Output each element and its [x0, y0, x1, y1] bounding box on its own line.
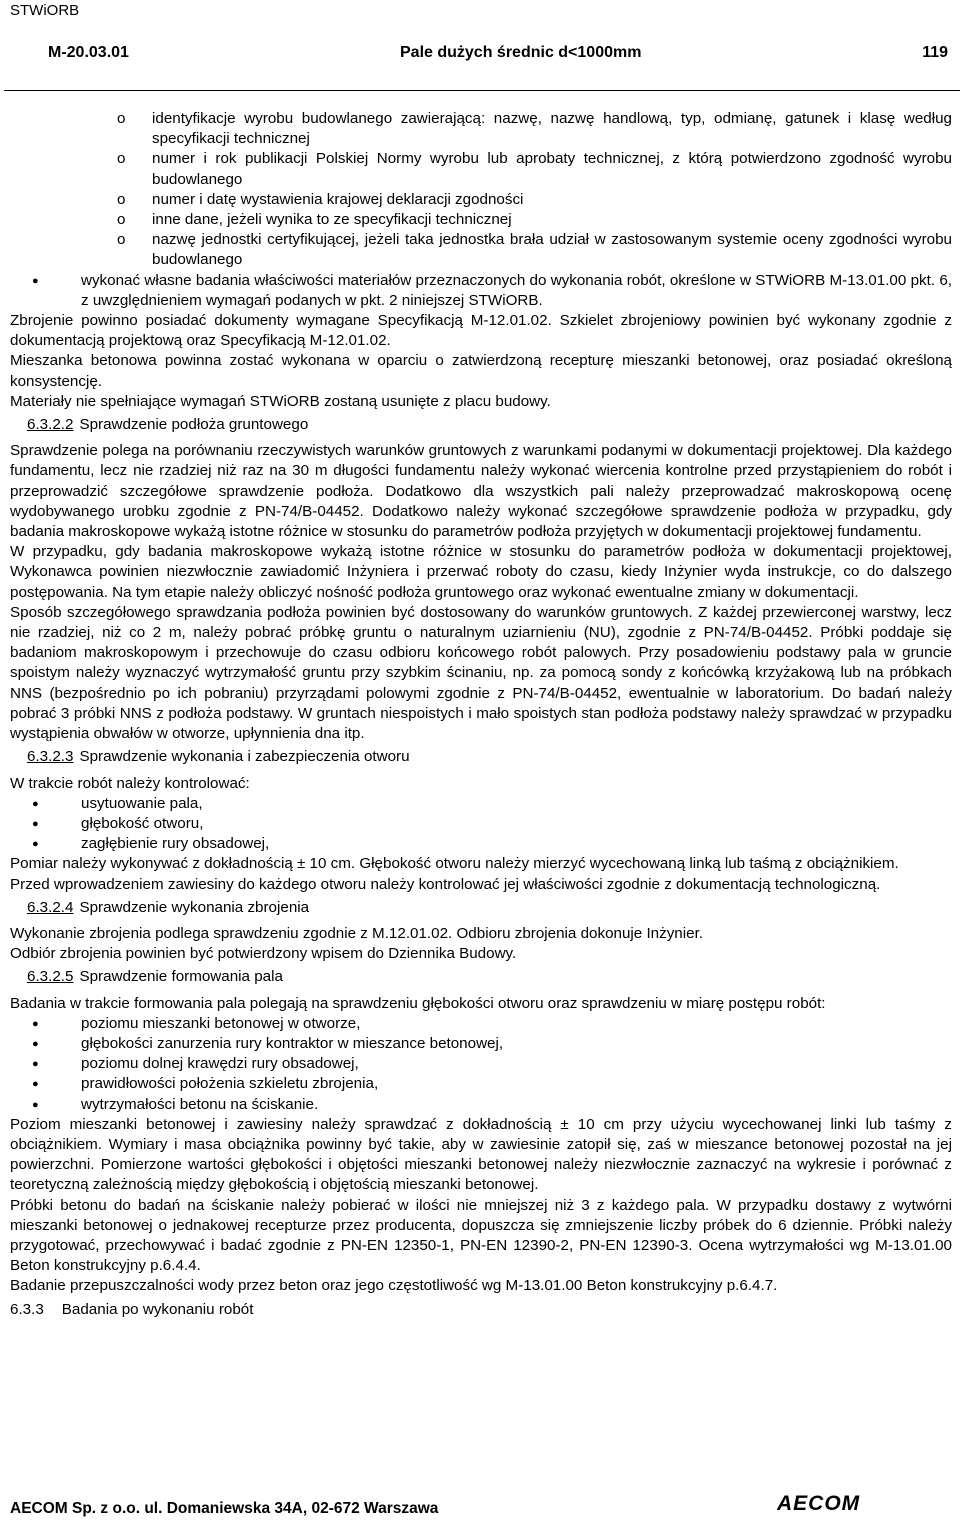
paragraph: Mieszanka betonowa powinna zostać wykonana w oparciu o zatwierdzoną recepturę mieszanki betonowej, oraz posiadać określoną konsystencję. — [10, 352, 952, 390]
bullet-item: ● wytrzymałości betonu na ściskanie. — [32, 1095, 319, 1113]
paragraph: Poziom mieszanki betonowej i zawiesiny należy sprawdzać z dokładnością ± 10 cm przy użyciu wycechowanej linki lub taśmy z obciążnikiem. Wymiary i masa obciążnika powinny być takie, aby w zawiesinie zatopił się, zaś w mieszance betonowej pozostał na jej powierzchni. Pomierzone wartości głębokości i objętości mieszanki betonowej należy niezwłocznie zaznaczyć na wykresie i porównać z teoretyczną zależnością między głębokością i objętością mieszanki betonowej. — [10, 1115, 952, 1194]
sub-list-item: o numer i datę wystawienia krajowej deklaracji zgodności — [117, 190, 524, 208]
bullet-item: ● prawidłowości położenia szkieletu zbrojenia, — [32, 1075, 379, 1093]
paragraph: Badanie przepuszczalności wody przez beton oraz jego częstotliwość wg M-13.01.00 Beton konstrukcyjny p.6.4.7. — [10, 1277, 778, 1295]
bullet-item: ● głębokość otworu, — [32, 814, 204, 832]
spec-code: M-20.03.01 — [48, 44, 129, 61]
paragraph: Wykonanie zbrojenia podlega sprawdzeniu zgodnie z M.12.01.02. Odbioru zbrojenia dokonuje Inżynier. — [10, 924, 704, 942]
section-heading: 6.3.3 Badania po wykonaniu robót — [10, 1300, 254, 1318]
bullet-item: ● zagłębienie rury obsadowej, — [32, 835, 270, 853]
bullet-item: ● głębokości zanurzenia rury kontraktor w mieszance betonowej, — [32, 1034, 504, 1052]
paragraph: Pomiar należy wykonywać z dokładnością ± 10 cm. Głębokość otworu należy mierzyć wycechowaną linką lub taśmą z obciążnikiem. — [10, 855, 899, 873]
section-heading: 6.3.2.5 Sprawdzenie formowania pala — [27, 968, 283, 986]
spec-title: Pale dużych średnic d<1000mm — [400, 44, 642, 61]
paragraph: Badania w trakcie formowania pala polegają na sprawdzeniu głębokości otworu oraz sprawdzeniu w miarę postępu robót: — [10, 994, 826, 1012]
sub-list-item: o nazwę jednostki certyfikującej, jeżeli taka jednostka brała udział w zastosowanym systemie oceny zgodności wyrobu budowlanego — [117, 231, 952, 269]
bullet-item: ● poziomu mieszanki betonowej w otworze, — [32, 1014, 361, 1032]
bullet-item: ● usytuowanie pala, — [32, 794, 203, 812]
section-heading: 6.3.2.2 Sprawdzenie podłoża gruntowego — [27, 416, 309, 434]
sub-list-item: o inne dane, jeżeli wynika to ze specyfikacji technicznej — [117, 211, 512, 229]
paragraph: Przed wprowadzeniem zawiesiny do każdego otworu należy kontrolować jej właściwości zgodnie z dokumentacją technologiczną. — [10, 875, 881, 893]
paragraph: Materiały nie spełniające wymagań STWiORB zostaną usunięte z placu budowy. — [10, 392, 551, 410]
header-rule — [4, 90, 960, 91]
section-heading: 6.3.2.3 Sprawdzenie wykonania i zabezpieczenia otworu — [27, 748, 410, 766]
svg-text:AECOM: AECOM — [777, 1492, 861, 1514]
paragraph: Zbrojenie powinno posiadać dokumenty wymagane Specyfikacją M-12.01.02. Szkielet zbrojeniowy powinien być wykonany zgodnie z dokumentacją projektową oraz Specyfikacją M-12.01.02. — [10, 312, 952, 350]
aecom-logo — [777, 1490, 887, 1514]
paragraph: Próbki betonu do badań na ściskanie należy pobierać w ilości nie mniejszej niż 3 z każdego pala. W przypadku dostawy z wytwórni mieszanki betonowej o jednakowej recepturze przez producenta, dopuszcza się zmniejszenie liczby próbek do 6 dziennie. Próbki należy przygotować, przechowywać i badać zgodnie z PN-EN 12350-1, PN-EN 12390-2, PN-EN 12390-3. Ocena wytrzymałości wg M-13.01.00 Beton konstrukcyjny p.6.4.4. — [10, 1196, 952, 1275]
bullet-item: ● wykonać własne badania właściwości materiałów przeznaczonych do wykonania robót, określone w STWiORB M-13.01.00 pkt. 6, z uwzględnieniem wymagań podanych w pkt. 2 niniejszej STWiORB. — [32, 271, 952, 309]
bullet-item: ● poziomu dolnej krawędzi rury obsadowej, — [32, 1055, 359, 1073]
page-number: 119 — [922, 44, 948, 61]
document-label: STWiORB — [10, 2, 80, 19]
section-heading: 6.3.2.4 Sprawdzenie wykonania zbrojenia — [27, 898, 310, 916]
paragraph: Sprawdzenie polega na porównaniu rzeczywistych warunków gruntowych z warunkami podanymi w dokumentacji projektowej. Dla każdego fundamentu, lecz nie rzadziej niż raz na 30 m długości fundamentu należy wykonać wiercenia kontrolne przed przystąpieniem do robót i przeprowadzić szczegółowe sprawdzenie podłoża. Dodatkowo dla wszystkich pali należy przeprowadzać makroskopową ocenę wydobywanego urobku zgodnie z PN-74/B-04452. Dodatkowo należy wykonać szczegółowe sprawdzenie podłoża w przypadku, gdy badania makroskopowe wykażą istotne różnice w stosunku do parametrów podłoża przyjętych w dokumentacji projektowej fundamentu. — [10, 442, 952, 541]
paragraph: W przypadku, gdy badania makroskopowe wykażą istotne różnice w stosunku do parametrów podłoża w dokumentacji projektowej, Wykonawca powinien niezwłocznie zawiadomić Inżyniera i przerwać roboty do czasu, kiedy Inżynier wyda instrukcje, co do dalszego postępowania. Na tym etapie należy obliczyć nośność podłoża gruntowego oraz wykonać ewentualne zmiany w dokumentacji. — [10, 543, 952, 601]
document-body — [10, 109, 952, 1326]
footer-company-address: AECOM Sp. z o.o. ul. Domaniewska 34A, 02-672 Warszawa — [10, 1500, 439, 1517]
sub-list-item: o numer i rok publikacji Polskiej Normy wyrobu lub aprobaty technicznej, z którą potwierdzono zgodność wyrobu budowlanego — [117, 150, 952, 188]
paragraph: W trakcie robót należy kontrolować: — [10, 774, 250, 792]
paragraph: Sposób szczegółowego sprawdzania podłoża powinien być dostosowany do warunków gruntowych. Z każdej przewierconej warstwy, lecz nie rzadziej, niż co 2 m, należy pobrać próbkę gruntu o naturalnym uziarnieniu (NU), zgodnie z PN-74/B-04452. Próbki poddaje się badaniom makroskopowym i przechowuje do czasu odbioru końcowego robót palowych. Przy posadowieniu podstawy pala w gruncie spoistym należy wyznaczyć wytrzymałość gruntu przy szybkim ścinaniu, np. za pomocą sondy z końcówką krzyżakową lub na próbkach NNS (bezpośrednio po ich pobraniu) przyrządami polowymi zgodnie z PN-74/B-04452, ewentualnie w laboratorium. Do badań należy pobrać 3 próbki NNS z podłoża podstawy. W gruntach niespoistych i mało spoistych stan podłoża podstawy należy sprawdzać w przypadku wystąpienia obwałów w otworze, upłynnienia dna itp. — [10, 603, 952, 743]
paragraph: Odbiór zbrojenia powinien być potwierdzony wpisem do Dziennika Budowy. — [10, 945, 517, 963]
sub-list-item: o identyfikacje wyrobu budowlanego zawierającą: nazwę, nazwę handlową, typ, odmianę, gatunek i klasę według specyfikacji technicznej — [117, 110, 952, 148]
